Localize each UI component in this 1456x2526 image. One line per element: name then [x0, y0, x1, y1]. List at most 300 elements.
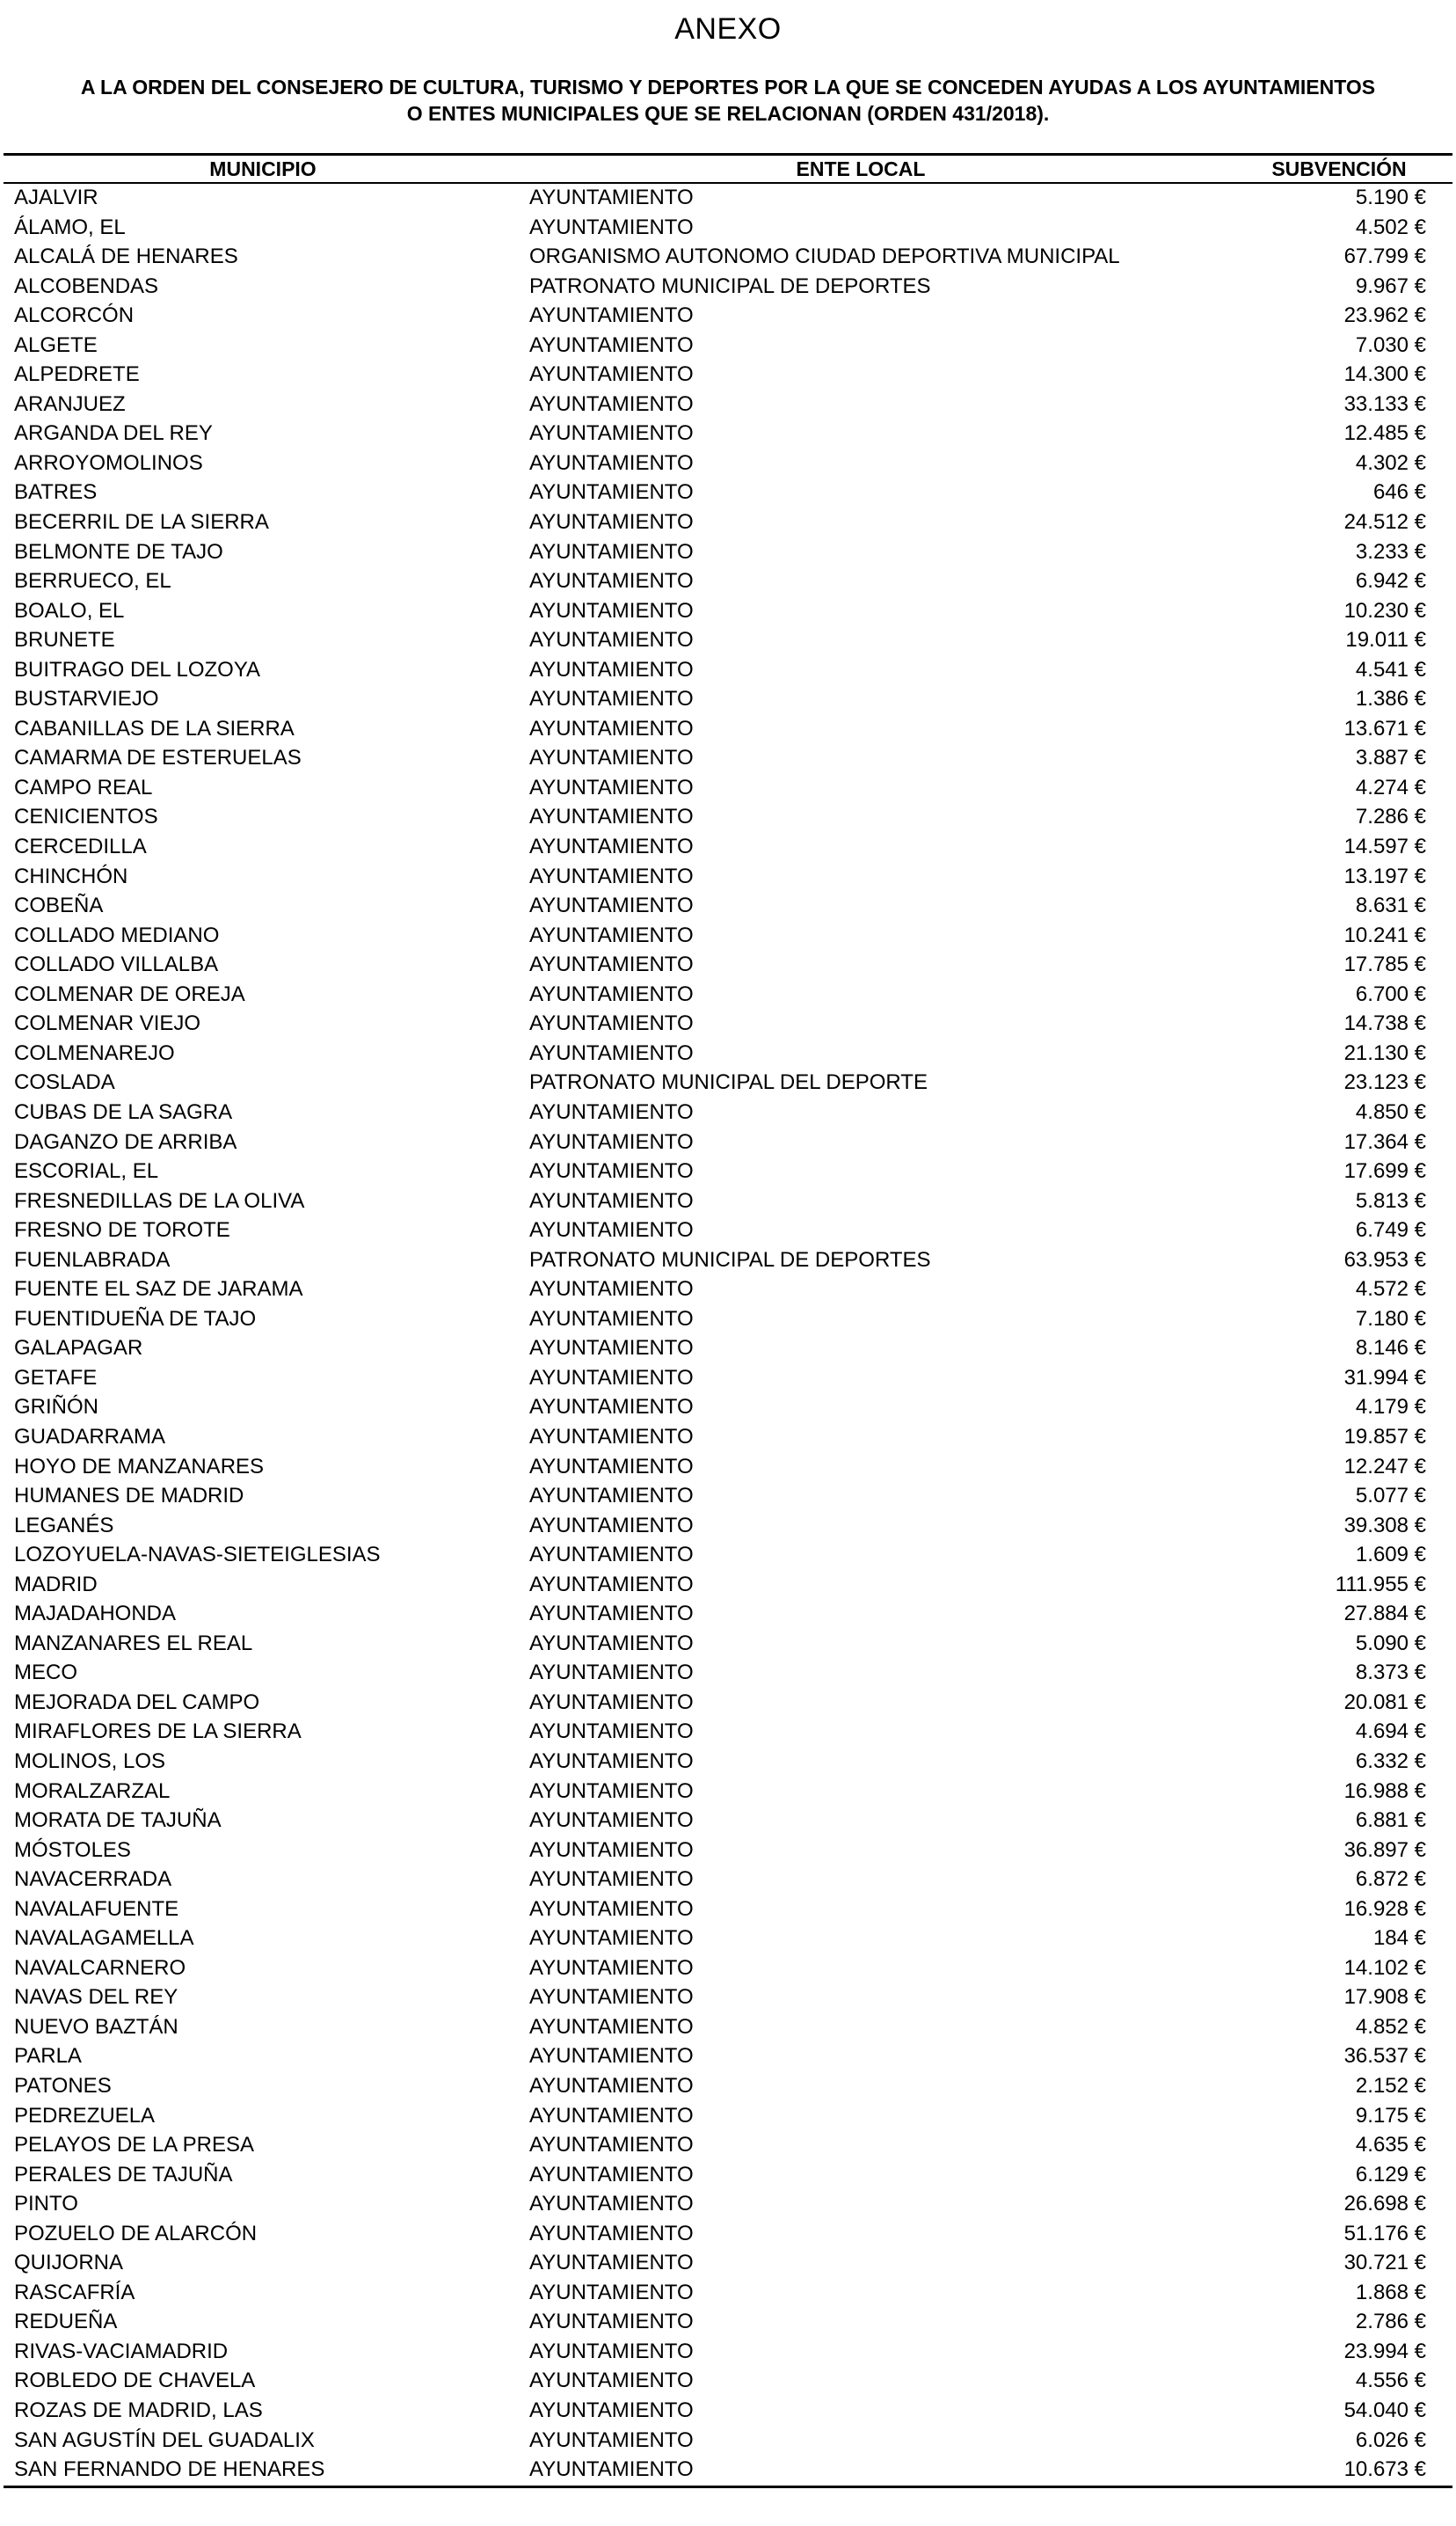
subvencion-cell: 39.308 € — [1343, 1513, 1426, 1537]
subvencion-cell: 14.738 € — [1343, 1011, 1426, 1036]
table-row — [4, 774, 1452, 804]
subvencion-cell: 6.700 € — [1355, 982, 1426, 1006]
subvencion-cell: 4.852 € — [1355, 2014, 1426, 2039]
document-subtitle — [0, 74, 1456, 127]
municipio-cell: ALCOBENDAS — [14, 274, 159, 298]
municipio-cell: ALCALÁ DE HENARES — [14, 245, 238, 269]
table-row — [4, 1836, 1452, 1866]
municipio-cell: CAMPO REAL — [14, 775, 153, 799]
table-row — [4, 2161, 1452, 2191]
municipio-cell: CHINCHÓN — [14, 864, 128, 888]
subvencion-cell: 4.572 € — [1355, 1277, 1426, 1302]
municipio-cell: COLLADO VILLALBA — [14, 953, 219, 977]
ente-local-cell: AYUNTAMIENTO — [529, 1159, 694, 1184]
municipio-cell: ALCORCÓN — [14, 303, 135, 328]
subvencion-cell: 51.176 € — [1343, 2221, 1426, 2245]
subvencion-cell: 111.955 € — [1335, 1572, 1426, 1596]
municipio-cell: GETAFE — [14, 1365, 98, 1390]
table-row — [4, 833, 1452, 863]
ente-local-cell: AYUNTAMIENTO — [529, 628, 694, 653]
table-row — [4, 361, 1452, 391]
table-row — [4, 1778, 1452, 1807]
subvencion-cell: 4.850 € — [1355, 1099, 1426, 1124]
table-row — [4, 2427, 1452, 2457]
ente-local-cell: AYUNTAMIENTO — [529, 1778, 694, 1803]
table-row — [4, 1512, 1452, 1542]
ente-local-cell: AYUNTAMIENTO — [529, 1306, 694, 1331]
subvencion-cell: 2.786 € — [1355, 2310, 1426, 2334]
municipio-cell: BOALO, EL — [14, 598, 125, 623]
table-row — [4, 2013, 1452, 2043]
subvencion-cell: 17.364 € — [1343, 1129, 1426, 1154]
table-row — [4, 656, 1452, 686]
ente-local-cell: AYUNTAMIENTO — [529, 1365, 694, 1390]
municipio-cell: BECERRIL DE LA SIERRA — [14, 510, 269, 535]
table-row — [4, 863, 1452, 893]
subvencion-cell: 2.152 € — [1355, 2074, 1426, 2098]
table-row — [4, 1246, 1452, 1276]
municipio-cell: FUENTE EL SAZ DE JARAMA — [14, 1277, 303, 1302]
municipio-cell: SAN AGUSTÍN DEL GUADALIX — [14, 2427, 315, 2452]
ente-local-cell: AYUNTAMIENTO — [529, 2074, 694, 2098]
header-municipio: MUNICIPIO — [209, 157, 317, 180]
document-title: ANEXO — [674, 12, 782, 46]
subvencion-cell: 8.631 € — [1355, 894, 1426, 918]
ente-local-cell: AYUNTAMIENTO — [529, 1661, 694, 1685]
table-row — [4, 2367, 1452, 2397]
municipio-cell: BRUNETE — [14, 628, 115, 653]
subvencion-cell: 3.887 € — [1355, 746, 1426, 770]
ente-local-cell: AYUNTAMIENTO — [529, 510, 694, 535]
subvencion-cell: 36.897 € — [1343, 1837, 1426, 1862]
ente-local-cell: AYUNTAMIENTO — [529, 1543, 694, 1567]
table-row — [4, 2308, 1452, 2338]
municipio-cell: COSLADA — [14, 1070, 115, 1095]
subvencion-cell: 31.994 € — [1343, 1365, 1426, 1390]
table-row — [4, 273, 1452, 303]
table-row — [4, 744, 1452, 774]
municipio-cell: FUENLABRADA — [14, 1247, 171, 1272]
municipio-cell: MIRAFLORES DE LA SIERRA — [14, 1719, 302, 1744]
table-row — [4, 478, 1452, 508]
ente-local-cell: AYUNTAMIENTO — [529, 1867, 694, 1892]
table-row — [4, 2131, 1452, 2161]
municipio-cell: RIVAS-VACIAMADRID — [14, 2339, 229, 2363]
ente-local-cell: AYUNTAMIENTO — [529, 1218, 694, 1243]
municipio-cell: FUENTIDUEÑA DE TAJO — [14, 1306, 257, 1331]
ente-local-cell: AYUNTAMIENTO — [529, 894, 694, 918]
municipio-cell: LOZOYUELA-NAVAS-SIETEIGLESIAS — [14, 1543, 381, 1567]
subvencion-cell: 17.908 € — [1343, 1985, 1426, 2010]
ente-local-cell: AYUNTAMIENTO — [529, 1513, 694, 1537]
table-row — [4, 214, 1452, 244]
municipio-cell: BELMONTE DE TAJO — [14, 539, 223, 564]
table-row — [4, 1630, 1452, 1660]
subvencion-cell: 13.671 € — [1343, 716, 1426, 741]
ente-local-cell: AYUNTAMIENTO — [529, 1719, 694, 1744]
table-row — [4, 508, 1452, 538]
subvencion-cell: 23.962 € — [1343, 303, 1426, 328]
subvencion-cell: 30.721 € — [1343, 2251, 1426, 2275]
table-row — [4, 1187, 1452, 1217]
subvencion-cell: 54.040 € — [1343, 2398, 1426, 2423]
subvencion-cell: 7.286 € — [1355, 805, 1426, 829]
ente-local-cell: AYUNTAMIENTO — [529, 332, 694, 357]
subvencion-cell: 5.090 € — [1355, 1631, 1426, 1655]
table-row — [4, 922, 1452, 952]
subvencion-cell: 6.942 € — [1355, 569, 1426, 594]
subvencion-cell: 67.799 € — [1343, 245, 1426, 269]
municipio-cell: NAVALAFUENTE — [14, 1896, 179, 1921]
subvencion-cell: 24.512 € — [1343, 510, 1426, 535]
table-row — [4, 332, 1452, 361]
ente-local-cell: AYUNTAMIENTO — [529, 215, 694, 239]
subvencion-cell: 6.881 € — [1355, 1808, 1426, 1833]
municipio-cell: NAVALCARNERO — [14, 1955, 186, 1980]
subtitle-line-2: O ENTES MUNICIPALES QUE SE RELACIONAN (ORDEN 431/2018). — [406, 102, 1050, 125]
municipio-cell: NAVACERRADA — [14, 1867, 172, 1892]
ente-local-cell: AYUNTAMIENTO — [529, 657, 694, 682]
ente-local-cell: AYUNTAMIENTO — [529, 1690, 694, 1714]
municipio-cell: COBEÑA — [14, 894, 104, 918]
table-row — [4, 1541, 1452, 1571]
municipio-cell: MANZANARES EL REAL — [14, 1631, 253, 1655]
ente-local-cell: AYUNTAMIENTO — [529, 1336, 694, 1361]
table-row — [4, 2338, 1452, 2368]
subvencion-cell: 12.485 € — [1343, 421, 1426, 446]
municipio-cell: PINTO — [14, 2192, 78, 2216]
ente-local-cell: AYUNTAMIENTO — [529, 539, 694, 564]
ente-local-cell: AYUNTAMIENTO — [529, 391, 694, 416]
ente-local-cell: AYUNTAMIENTO — [529, 598, 694, 623]
municipio-cell: PEDREZUELA — [14, 2103, 156, 2128]
ente-local-cell: AYUNTAMIENTO — [529, 746, 694, 770]
ente-local-cell: AYUNTAMIENTO — [529, 186, 694, 209]
municipio-cell: COLMENAR VIEJO — [14, 1011, 201, 1036]
ente-local-cell: AYUNTAMIENTO — [529, 421, 694, 446]
subvencion-cell: 10.241 € — [1343, 923, 1426, 947]
subvencion-cell: 10.230 € — [1343, 598, 1426, 623]
table-row — [4, 1010, 1452, 1040]
subvencion-cell: 6.749 € — [1355, 1218, 1426, 1243]
municipio-cell: PELAYOS DE LA PRESA — [14, 2133, 255, 2157]
municipio-cell: HUMANES DE MADRID — [14, 1484, 244, 1508]
ente-local-cell: PATRONATO MUNICIPAL DEL DEPORTE — [529, 1070, 928, 1095]
table-row — [4, 1069, 1452, 1099]
municipio-cell: PARLA — [14, 2044, 82, 2069]
ente-local-cell: AYUNTAMIENTO — [529, 982, 694, 1006]
ente-local-cell: AYUNTAMIENTO — [529, 1011, 694, 1036]
ente-local-cell: AYUNTAMIENTO — [529, 1926, 694, 1951]
subvencion-cell: 14.300 € — [1343, 362, 1426, 387]
subvencion-cell: 4.635 € — [1355, 2133, 1426, 2157]
table-row — [4, 1895, 1452, 1925]
ente-local-cell: AYUNTAMIENTO — [529, 775, 694, 799]
municipio-cell: ARROYOMOLINOS — [14, 450, 203, 475]
table-row — [4, 302, 1452, 332]
subvencion-cell: 36.537 € — [1343, 2044, 1426, 2069]
subvencion-cell: 13.197 € — [1343, 864, 1426, 888]
municipio-cell: BUSTARVIEJO — [14, 687, 159, 712]
ente-local-cell: AYUNTAMIENTO — [529, 1188, 694, 1213]
table-row — [4, 2279, 1452, 2309]
subvencion-cell: 1.868 € — [1355, 2280, 1426, 2304]
subvencion-cell: 4.302 € — [1355, 450, 1426, 475]
table-row — [4, 391, 1452, 420]
table-row — [4, 1718, 1452, 1748]
municipio-cell: CENICIENTOS — [14, 805, 158, 829]
table-row — [4, 2042, 1452, 2072]
subvencion-cell: 4.694 € — [1355, 1719, 1426, 1744]
municipio-cell: QUIJORNA — [14, 2251, 124, 2275]
subvencion-cell: 4.502 € — [1355, 215, 1426, 239]
ente-local-cell: AYUNTAMIENTO — [529, 2457, 694, 2482]
table-row — [4, 1689, 1452, 1719]
municipio-cell: GUADARRAMA — [14, 1424, 166, 1449]
table-row — [4, 892, 1452, 922]
table-row — [4, 1040, 1452, 1070]
subvencion-cell: 1.609 € — [1355, 1543, 1426, 1567]
municipio-cell: CAMARMA DE ESTERUELAS — [14, 746, 302, 770]
municipio-cell: BERRUECO, EL — [14, 569, 171, 594]
municipio-cell: HOYO DE MANZANARES — [14, 1454, 265, 1478]
subvencion-cell: 26.698 € — [1343, 2192, 1426, 2216]
subvencion-cell: 20.081 € — [1343, 1690, 1426, 1714]
ente-local-cell: AYUNTAMIENTO — [529, 362, 694, 387]
subvencion-cell: 3.233 € — [1355, 539, 1426, 564]
table-row — [4, 1334, 1452, 1364]
ente-local-cell: AYUNTAMIENTO — [529, 687, 694, 712]
subvencion-cell: 6.026 € — [1355, 2427, 1426, 2452]
table-row — [4, 1128, 1452, 1158]
subvencion-cell: 23.994 € — [1343, 2339, 1426, 2363]
ente-local-cell: AYUNTAMIENTO — [529, 2369, 694, 2393]
table-row — [4, 538, 1452, 568]
subvencion-cell: 19.011 € — [1345, 628, 1426, 653]
ente-local-cell: AYUNTAMIENTO — [529, 2427, 694, 2452]
ente-local-cell: AYUNTAMIENTO — [529, 835, 694, 859]
ente-local-cell: AYUNTAMIENTO — [529, 864, 694, 888]
header-subvencion: SUBVENCIÓN — [1271, 157, 1407, 180]
ente-local-cell: AYUNTAMIENTO — [529, 2192, 694, 2216]
subvencion-cell: 4.274 € — [1355, 775, 1426, 799]
municipio-cell: MADRID — [14, 1572, 98, 1596]
table-row — [4, 1482, 1452, 1512]
ente-local-cell: AYUNTAMIENTO — [529, 923, 694, 947]
subvencion-cell: 16.928 € — [1343, 1896, 1426, 1921]
ente-local-cell: AYUNTAMIENTO — [529, 1040, 694, 1065]
subvencion-cell: 27.884 € — [1343, 1602, 1426, 1626]
ente-local-cell: PATRONATO MUNICIPAL DE DEPORTES — [529, 1247, 931, 1272]
municipio-cell: ÁLAMO, EL — [14, 215, 126, 239]
ente-local-cell: AYUNTAMIENTO — [529, 569, 694, 594]
municipio-cell: CABANILLAS DE LA SIERRA — [14, 716, 295, 741]
table-row — [4, 1571, 1452, 1601]
ente-local-cell: AYUNTAMIENTO — [529, 2133, 694, 2157]
municipio-cell: SAN FERNANDO DE HENARES — [14, 2457, 325, 2482]
municipio-cell: FRESNO DE TOROTE — [14, 1218, 230, 1243]
ente-local-cell: AYUNTAMIENTO — [529, 2398, 694, 2423]
subvencion-cell: 8.373 € — [1355, 1661, 1426, 1685]
table-row — [4, 2072, 1452, 2102]
subvencion-cell: 4.541 € — [1355, 657, 1426, 682]
ente-local-cell: AYUNTAMIENTO — [529, 1896, 694, 1921]
subvencion-cell: 5.190 € — [1355, 186, 1426, 209]
table-body — [4, 184, 1452, 2486]
subvencion-cell: 6.129 € — [1355, 2162, 1426, 2187]
table-row — [4, 685, 1452, 715]
ente-local-cell: AYUNTAMIENTO — [529, 1454, 694, 1478]
table-row — [4, 1453, 1452, 1483]
municipio-cell: MÓSTOLES — [14, 1837, 131, 1862]
table-row — [4, 420, 1452, 449]
table-row — [4, 981, 1452, 1011]
municipio-cell: PATONES — [14, 2074, 112, 2098]
ente-local-cell: ORGANISMO AUTONOMO CIUDAD DEPORTIVA MUNICIPAL — [529, 245, 1120, 269]
ente-local-cell: PATRONATO MUNICIPAL DE DEPORTES — [529, 274, 931, 298]
table-row — [4, 2249, 1452, 2279]
ente-local-cell: AYUNTAMIENTO — [529, 1837, 694, 1862]
ente-local-cell: AYUNTAMIENTO — [529, 1277, 694, 1302]
ente-local-cell: AYUNTAMIENTO — [529, 2014, 694, 2039]
municipio-cell: COLMENAR DE OREJA — [14, 982, 245, 1006]
table-row — [4, 1157, 1452, 1187]
municipio-cell: GRIÑÓN — [14, 1395, 98, 1420]
subvencion-cell: 6.332 € — [1355, 1748, 1426, 1773]
table-row — [4, 1807, 1452, 1836]
municipio-cell: ESCORIAL, EL — [14, 1159, 159, 1184]
municipio-cell: GALAPAGAR — [14, 1336, 143, 1361]
subvencion-cell: 5.077 € — [1355, 1484, 1426, 1508]
municipio-cell: ROZAS DE MADRID, LAS — [14, 2398, 263, 2423]
table-row — [4, 1393, 1452, 1423]
subvencion-cell: 16.988 € — [1343, 1778, 1426, 1803]
table-row — [4, 2397, 1452, 2427]
ente-local-cell: AYUNTAMIENTO — [529, 1395, 694, 1420]
ente-local-cell: AYUNTAMIENTO — [529, 1424, 694, 1449]
subsidy-table — [4, 153, 1452, 2488]
subvencion-cell: 9.967 € — [1355, 274, 1426, 298]
municipio-cell: ARANJUEZ — [14, 391, 126, 416]
table-header — [4, 156, 1452, 184]
table-row — [4, 1305, 1452, 1335]
municipio-cell: MECO — [14, 1661, 77, 1685]
municipio-cell: FRESNEDILLAS DE LA OLIVA — [14, 1188, 305, 1213]
subvencion-cell: 646 € — [1372, 480, 1426, 505]
table-row — [4, 1954, 1452, 1984]
subvencion-cell: 5.813 € — [1355, 1188, 1426, 1213]
table-row — [4, 1216, 1452, 1246]
subvencion-cell: 7.180 € — [1355, 1306, 1426, 1331]
municipio-cell: PERALES DE TAJUÑA — [14, 2162, 233, 2187]
municipio-cell: RASCAFRÍA — [14, 2280, 135, 2304]
ente-local-cell: AYUNTAMIENTO — [529, 1985, 694, 2010]
ente-local-cell: AYUNTAMIENTO — [529, 1748, 694, 1773]
municipio-cell: MAJADAHONDA — [14, 1602, 177, 1626]
subvencion-cell: 9.175 € — [1355, 2103, 1426, 2128]
municipio-cell: LEGANÉS — [14, 1513, 114, 1537]
municipio-cell: NUEVO BAZTÁN — [14, 2014, 178, 2039]
subvencion-cell: 8.146 € — [1355, 1336, 1426, 1361]
ente-local-cell: AYUNTAMIENTO — [529, 716, 694, 741]
ente-local-cell: AYUNTAMIENTO — [529, 303, 694, 328]
municipio-cell: ALPEDRETE — [14, 362, 140, 387]
ente-local-cell: AYUNTAMIENTO — [529, 1602, 694, 1626]
municipio-cell: MOLINOS, LOS — [14, 1748, 166, 1773]
ente-local-cell: AYUNTAMIENTO — [529, 2221, 694, 2245]
municipio-cell: MEJORADA DEL CAMPO — [14, 1690, 260, 1714]
municipio-cell: BATRES — [14, 480, 98, 505]
municipio-cell: ARGANDA DEL REY — [14, 421, 213, 446]
table-row — [4, 626, 1452, 656]
ente-local-cell: AYUNTAMIENTO — [529, 2103, 694, 2128]
ente-local-cell: AYUNTAMIENTO — [529, 1955, 694, 1980]
municipio-cell: MORATA DE TAJUÑA — [14, 1808, 222, 1833]
municipio-cell: CERCEDILLA — [14, 835, 147, 859]
municipio-cell: MORALZARZAL — [14, 1778, 171, 1803]
table-row — [4, 243, 1452, 273]
subvencion-cell: 1.386 € — [1355, 687, 1426, 712]
subvencion-cell: 4.556 € — [1355, 2369, 1426, 2393]
table-row — [4, 1659, 1452, 1689]
ente-local-cell: AYUNTAMIENTO — [529, 2251, 694, 2275]
municipio-cell: COLLADO MEDIANO — [14, 923, 220, 947]
table-row — [4, 1423, 1452, 1453]
municipio-cell: NAVALAGAMELLA — [14, 1926, 194, 1951]
subvencion-cell: 6.872 € — [1355, 1867, 1426, 1892]
header-ente-local: ENTE LOCAL — [796, 157, 926, 180]
table-row — [4, 567, 1452, 597]
municipio-cell: ROBLEDO DE CHAVELA — [14, 2369, 256, 2393]
municipio-cell: AJALVIR — [14, 186, 98, 209]
ente-local-cell: AYUNTAMIENTO — [529, 2162, 694, 2187]
table-row — [4, 2220, 1452, 2250]
table-row — [4, 597, 1452, 627]
table-row — [4, 1364, 1452, 1394]
table-row — [4, 1600, 1452, 1630]
municipio-cell: BUITRAGO DEL LOZOYA — [14, 657, 261, 682]
subvencion-cell: 12.247 € — [1343, 1454, 1426, 1478]
subvencion-cell: 17.699 € — [1343, 1159, 1426, 1184]
table-row — [4, 184, 1452, 214]
table-row — [4, 1099, 1452, 1128]
subvencion-cell: 21.130 € — [1343, 1040, 1426, 1065]
subvencion-cell: 7.030 € — [1355, 332, 1426, 357]
subvencion-cell: 4.179 € — [1355, 1395, 1426, 1420]
subtitle-line-1: A LA ORDEN DEL CONSEJERO DE CULTURA, TURISMO Y DEPORTES POR LA QUE SE CONCEDEN AYUDAS A LOS AYUNTAMIENTOS — [80, 76, 1376, 99]
subvencion-cell: 10.673 € — [1343, 2457, 1426, 2482]
subvencion-cell: 17.785 € — [1343, 953, 1426, 977]
table-row — [4, 715, 1452, 745]
subvencion-cell: 184 € — [1372, 1926, 1426, 1951]
ente-local-cell: AYUNTAMIENTO — [529, 2044, 694, 2069]
ente-local-cell: AYUNTAMIENTO — [529, 480, 694, 505]
municipio-cell: DAGANZO DE ARRIBA — [14, 1129, 237, 1154]
subvencion-cell: 14.102 € — [1343, 1955, 1426, 1980]
subvencion-cell: 14.597 € — [1343, 835, 1426, 859]
ente-local-cell: AYUNTAMIENTO — [529, 1099, 694, 1124]
municipio-cell: REDUEÑA — [14, 2310, 118, 2334]
ente-local-cell: AYUNTAMIENTO — [529, 1631, 694, 1655]
table-row — [4, 2190, 1452, 2220]
ente-local-cell: AYUNTAMIENTO — [529, 1484, 694, 1508]
ente-local-cell: AYUNTAMIENTO — [529, 1808, 694, 1833]
table-row — [4, 1275, 1452, 1305]
table-row — [4, 2102, 1452, 2132]
municipio-cell: POZUELO DE ALARCÓN — [14, 2221, 258, 2245]
ente-local-cell: AYUNTAMIENTO — [529, 1572, 694, 1596]
subvencion-cell: 23.123 € — [1343, 1070, 1426, 1095]
